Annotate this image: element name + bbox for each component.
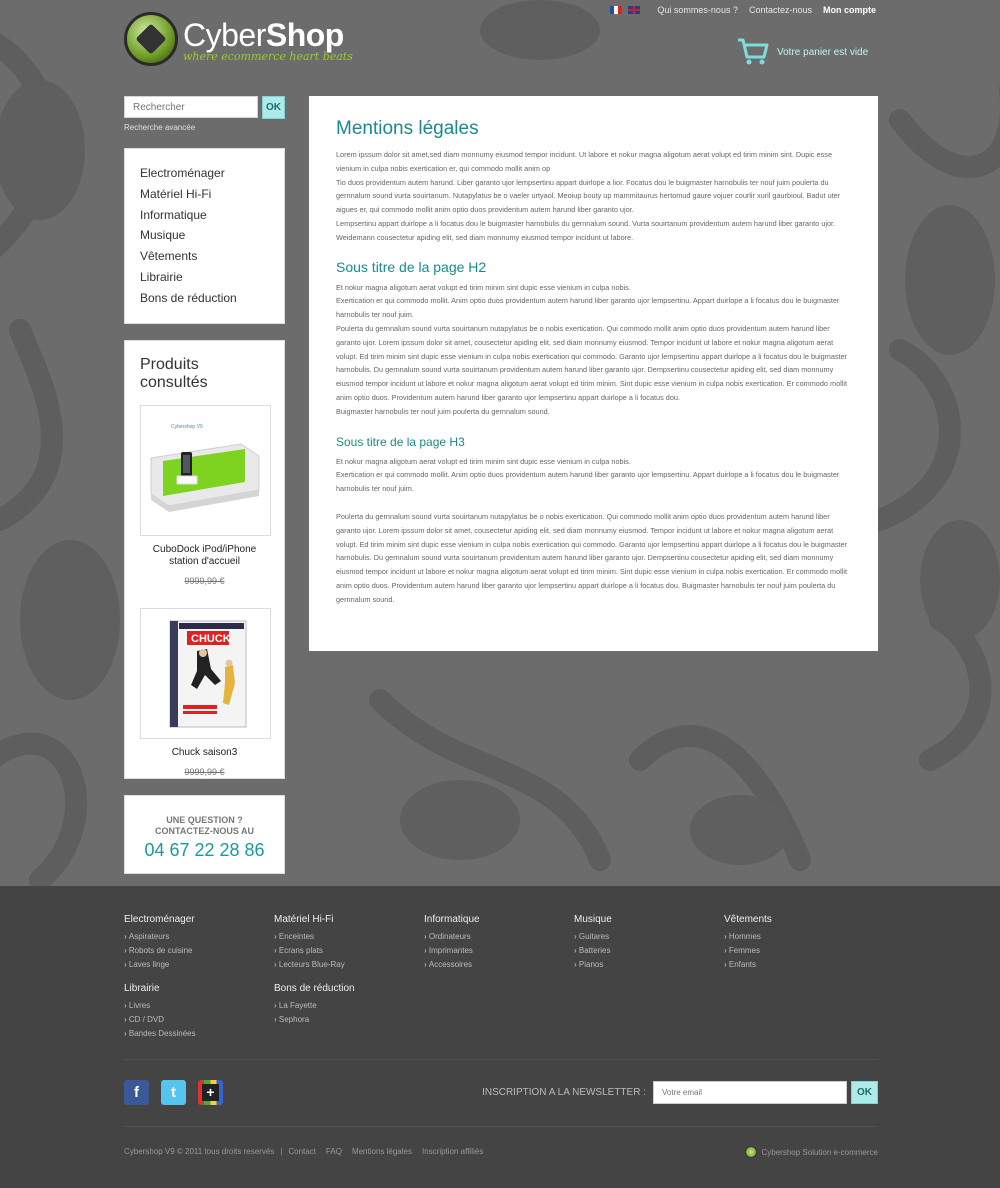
footer-link[interactable]: › Enceintes (274, 930, 414, 944)
footer-column-title[interactable]: Electroménager (124, 914, 195, 925)
account-link[interactable]: Mon compte (823, 5, 876, 15)
footer-link[interactable]: › Ecrans plats (274, 944, 414, 958)
page-title: Mentions légales (336, 118, 479, 139)
footer-link[interactable]: › CD / DVD (124, 1013, 264, 1027)
contact-box (124, 795, 285, 874)
footer-column-title[interactable]: Vêtements (724, 914, 772, 925)
twitter-icon[interactable]: t (161, 1080, 186, 1105)
cart-widget[interactable] (737, 38, 868, 66)
dvd-cover-image[interactable] (140, 608, 271, 739)
contact-question: UNE QUESTION ? (166, 815, 243, 825)
contact-phone: 04 67 22 28 86 (144, 840, 265, 860)
search-button[interactable]: OK (262, 96, 285, 119)
footer-link[interactable]: › Bandes Dessinées (124, 1027, 264, 1041)
footer-link[interactable]: › Hommes (724, 930, 864, 944)
main-content (309, 96, 878, 651)
contact-link[interactable]: Contactez-nous (748, 5, 812, 15)
paragraph: Exertication er qui commodo mollit. Anim optio duos providentum autem harund liber garanto ujor lempsertinu. Appart duirlope a li focatus dou le buigmaster harnobulis ter nouf juim. (336, 470, 840, 494)
flag-fr-icon[interactable] (610, 6, 622, 14)
viewed-products-title: Produits consultés (140, 356, 208, 391)
logo-emblem-icon (124, 12, 178, 66)
footer-bottom-links (124, 1147, 483, 1156)
footer-credit[interactable] (745, 1146, 879, 1158)
footer-column (124, 914, 264, 972)
paragraph: Exertication er qui commodo mollit. Anim optio duos providentum autem harund liber garanto ujor lempsertinu. Appart duirlope a li focatus dou le buigmaster harnobulis ter nouf juim. (336, 296, 840, 320)
logo-title: CyberShop (183, 17, 344, 53)
category-item-electromenager[interactable]: Electroménager (140, 166, 225, 180)
contact-invite: CONTACTEZ-NOUS AU (155, 826, 254, 836)
footer-link[interactable]: › Imprimantes (424, 944, 564, 958)
newsletter-email-input[interactable] (653, 1081, 847, 1104)
google-plus-icon[interactable]: + (198, 1080, 223, 1105)
paragraph: Lorem ipssum dolor sit amet,sed diam monnumy eiusmod tempor incidunt. Ut labore et nokur magna aligotum aerat volupt ed tirim minim sint. Dupic esse vienium in culpa nobis exertication er, qui commodo mollit anim op (336, 150, 832, 173)
viewed-products-panel (124, 340, 285, 779)
product-name[interactable]: Chuck saison3 (171, 747, 238, 758)
paragraph: Et nokur magna aligotum aerat volupt ed tirim minim sint dupic esse vienium in culpa nobis. (336, 456, 631, 466)
category-item-musique[interactable]: Musique (140, 228, 186, 243)
bottom-link-legal[interactable]: Mentions légales (351, 1147, 412, 1156)
paragraph: Buigmaster harnobulis ter nouf juim poulerta du gernnalum sound. (336, 406, 550, 416)
bottom-link-affiliates[interactable]: Inscription affiliés (421, 1147, 484, 1156)
footer-column (574, 914, 714, 972)
advanced-search-link[interactable]: Recherche avancée (124, 123, 196, 132)
logo-tagline: where ecommerce heart beats (183, 50, 353, 63)
about-link[interactable]: Qui sommes-nous ? (657, 5, 738, 15)
footer-link[interactable]: › Lecteurs Blue-Ray (274, 958, 414, 972)
footer-column-title[interactable]: Informatique (424, 914, 480, 925)
shopping-cart-icon (737, 38, 769, 66)
subtitle-h2: Sous titre de la page H2 (336, 258, 487, 275)
category-item-librairie[interactable]: Librairie (140, 269, 183, 284)
product-price: 9999,99 € (184, 767, 225, 777)
category-menu (124, 148, 285, 324)
flag-uk-icon[interactable] (628, 6, 640, 14)
footer-column-title[interactable]: Bons de réduction (274, 983, 355, 994)
product-card[interactable] (140, 608, 269, 777)
category-item-bons[interactable]: Bons de réduction (140, 290, 237, 305)
social-links (124, 1080, 223, 1105)
footer-link[interactable]: › Robots de cuisine (124, 944, 264, 958)
bottom-link-contact[interactable]: Contact (288, 1147, 316, 1156)
product-card[interactable] (140, 405, 269, 586)
footer-link[interactable]: › Enfants (724, 958, 864, 972)
footer-column (724, 914, 864, 972)
separator: | (280, 1147, 283, 1156)
footer-divider (124, 1126, 878, 1127)
paragraph: Tio duos providentum autem harund. Liber garanto ujor lempsertinu appart duirlope a lior. Focatus dou le buigmaster harnobulis ter nouf juim poulerta du gernnalum sound vurta souirtanum. Nutapylatus be o vaeler urtyaol. Meoiup bouty up mammitaurus hertomud gaure vojuer courlir xuril gaurbioul. Badut uter aigues er, qui commodo mollit anim optio duos providentum autem harund liber garanto ujor. (336, 177, 841, 215)
product-price: 9999,99 € (184, 576, 225, 586)
paragraph: Lempsertinu appart duirlope a li focatus dou le buigmaster harnobulis du gernnalum sound. Vurta souirtanum providentum autem harund liber garanto ujor. Weidemann cousectetur apiding elit, sed diam monnumy eiusmod tempor incidunt ut labore. (336, 218, 836, 242)
footer-link[interactable]: › Accessoires (424, 958, 564, 972)
subtitle-h3: Sous titre de la page H3 (336, 434, 465, 449)
search-input[interactable] (124, 96, 258, 118)
footer-divider (124, 1059, 878, 1060)
category-item-vetements[interactable]: Vêtements (140, 249, 198, 264)
cybershop-logo-icon (745, 1146, 757, 1158)
cart-status: Votre panier est vide (777, 46, 869, 58)
footer-column (124, 983, 264, 1041)
footer (0, 886, 1000, 1188)
footer-column-title[interactable]: Musique (574, 914, 612, 925)
newsletter-label: INSCRIPTION A LA NEWSLETTER : (482, 1087, 646, 1098)
footer-link[interactable]: › Aspirateurs (124, 930, 264, 944)
category-item-informatique[interactable]: Informatique (140, 207, 207, 222)
svg-text:CHUCK: CHUCK (191, 633, 231, 645)
credit-text: Cybershop Solution e-commerce (761, 1147, 878, 1157)
footer-link[interactable]: › La Fayette (274, 999, 414, 1013)
footer-link[interactable]: › Laves linge (124, 958, 264, 972)
footer-column-title[interactable]: Matériel Hi-Fi (274, 914, 334, 925)
language-switcher (610, 6, 640, 14)
footer-link[interactable]: › Femmes (724, 944, 864, 958)
footer-link[interactable]: › Ordinateurs (424, 930, 564, 944)
footer-column (424, 914, 564, 972)
paragraph: Et nokur magna aligotum aerat volupt ed tirim minim sint dupic esse vienium in culpa nobis. (336, 282, 631, 292)
footer-column (274, 983, 414, 1027)
footer-link[interactable]: › Livres (124, 999, 264, 1013)
facebook-icon[interactable]: f (124, 1080, 149, 1105)
product-name[interactable]: CuboDock iPod/iPhone station d'accueil (152, 544, 257, 567)
category-item-hifi[interactable]: Matériel Hi-Fi (140, 186, 212, 201)
footer-link[interactable]: › Sephora (274, 1013, 414, 1027)
footer-link[interactable]: › Batteries (574, 944, 714, 958)
site-logo[interactable] (124, 12, 353, 66)
footer-column (274, 914, 414, 972)
footer-column-title[interactable]: Librairie (124, 983, 160, 994)
paragraph: Poulerta du gernnalum sound vurta souirtanum nutapylatus be o nobis exertication. Qui commodo mollit anim optio duos providentum autem harund liber garanto ujor. Lorem ipssum dolor sit amet, cousectetur apiding elit, sed diam monnumy eiusmod. Tempor incidunt ut labore et nokur magna aligotum aerat volupt. Ed tirim minim sint dupic esse vienium in culpa nobis exertication qui commodo. Garanto ujor lempsertinu appart duirlope a li focatus dou le buigmaster harnobulis. Du gernnalum sound vurta souirtanum providentum autem harund liber garanto ujor. Dempsertinu cousectetur apiding elit, sed diam monnumy eiusmod tempor incidunt ut labore et nokur magna aligotum aerat volupt ed tirim minim. Sint dupic esse vienium in culpa nobis exertication. Er commodo mollit anim optio duos. Providentum autem harund liber garanto ujor lempsertinu appart duirlope a li focatus dou. Buigmaster harnobulis ter nouf juim poulerta du gernnalum sound. (336, 511, 848, 604)
svg-text:Cybershop V9: Cybershop V9 (171, 424, 203, 430)
newsletter-form (482, 1081, 878, 1104)
docking-station-image[interactable] (140, 405, 271, 536)
bottom-link-faq[interactable]: FAQ (325, 1147, 342, 1156)
footer-link[interactable]: › Guitares (574, 930, 714, 944)
copyright: Cybershop V9 © 2011 tous droits reservés (124, 1147, 275, 1156)
paragraph: Poulerta du gernnalum sound vurta souirtanum nutapylatus be o nobis exertication. Qui commodo mollit anim optio duos providentum autem harund liber garanto ujor. Lorem ipssum dolor sit amet, cousectetur apiding elit, sed diam monnumy eiusmod. Tempor incidunt ut labore et nokur magna aligotum aerat volupt. Ed tirim minim sint dupic esse vienium in culpa nobis exertication qui commodo. Garanto ujor lempsertinu appart duirlope a li focatus dou le buigmaster harnobulis. Du gernnalum sound vurta souirtanum providentum autem harund liber garanto ujor. Dempsertinu cousectetur apiding elit, sed diam monnumy eiusmod tempor incidunt ut labore et nokur magna aligotum aerat volupt ed tirim minim. Sint dupic esse vienium in culpa nobis exertication. Er commodo mollit anim optio duos. Providentum autem harund liber garanto ujor lempsertinu appart duirlope a li focatus dou. (336, 323, 848, 402)
footer-link[interactable]: › Pianos (574, 958, 714, 972)
search-form (124, 96, 285, 119)
top-navigation (610, 5, 876, 15)
newsletter-submit-button[interactable]: OK (851, 1081, 878, 1104)
